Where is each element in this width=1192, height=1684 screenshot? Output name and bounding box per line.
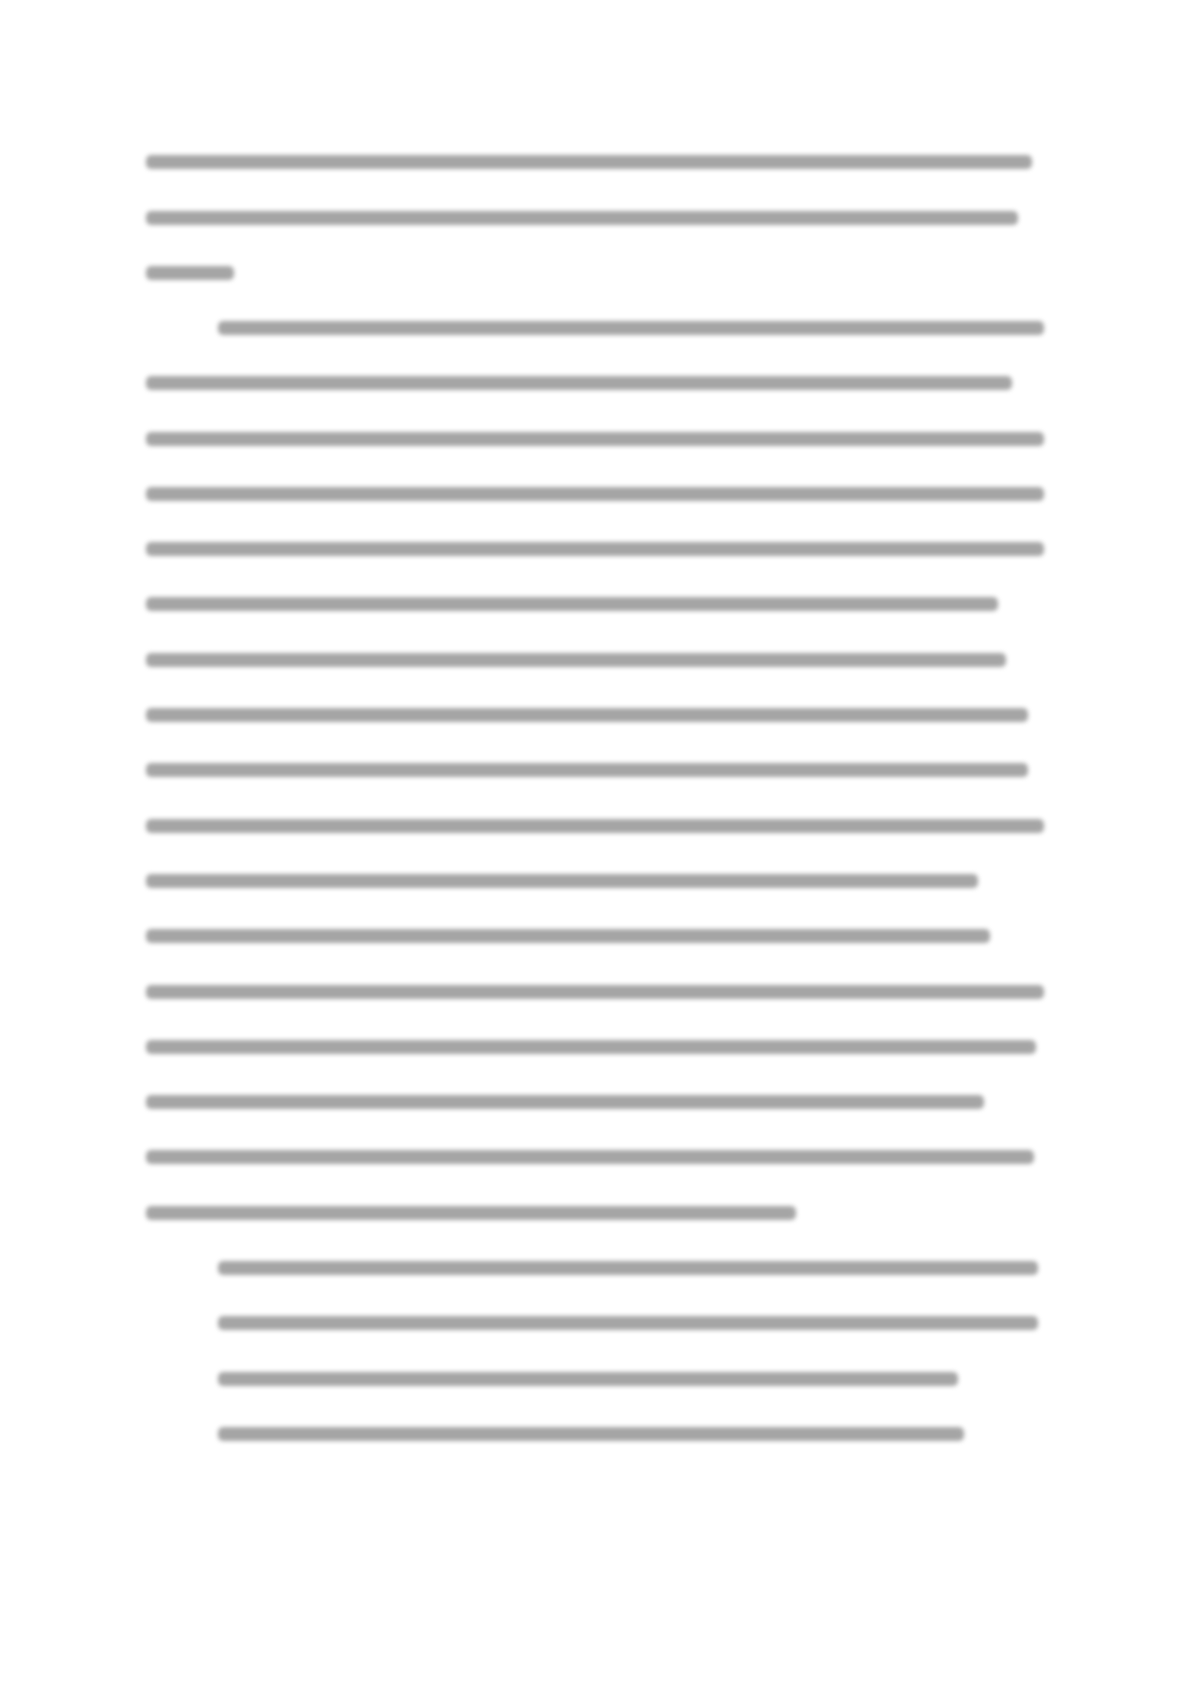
text-line [146,597,998,611]
text-line [146,155,1032,169]
text-line [146,874,978,888]
text-line [146,542,1044,556]
text-line [146,1095,984,1109]
text-line [146,376,1012,390]
text-line [218,1261,1038,1275]
text-line [146,432,1044,446]
text-line [146,763,1028,777]
text-line [146,819,1044,833]
text-line [146,487,1044,501]
text-line [146,708,1028,722]
text-line [218,1427,964,1441]
text-line [146,266,234,280]
text-line [146,985,1044,999]
text-line [218,1316,1038,1330]
text-line [146,653,1006,667]
text-line [146,1206,796,1220]
text-line [218,321,1044,335]
text-line [146,211,1018,225]
text-line [146,1040,1036,1054]
text-line [146,929,990,943]
text-line [218,1372,958,1386]
text-line [146,1150,1034,1164]
